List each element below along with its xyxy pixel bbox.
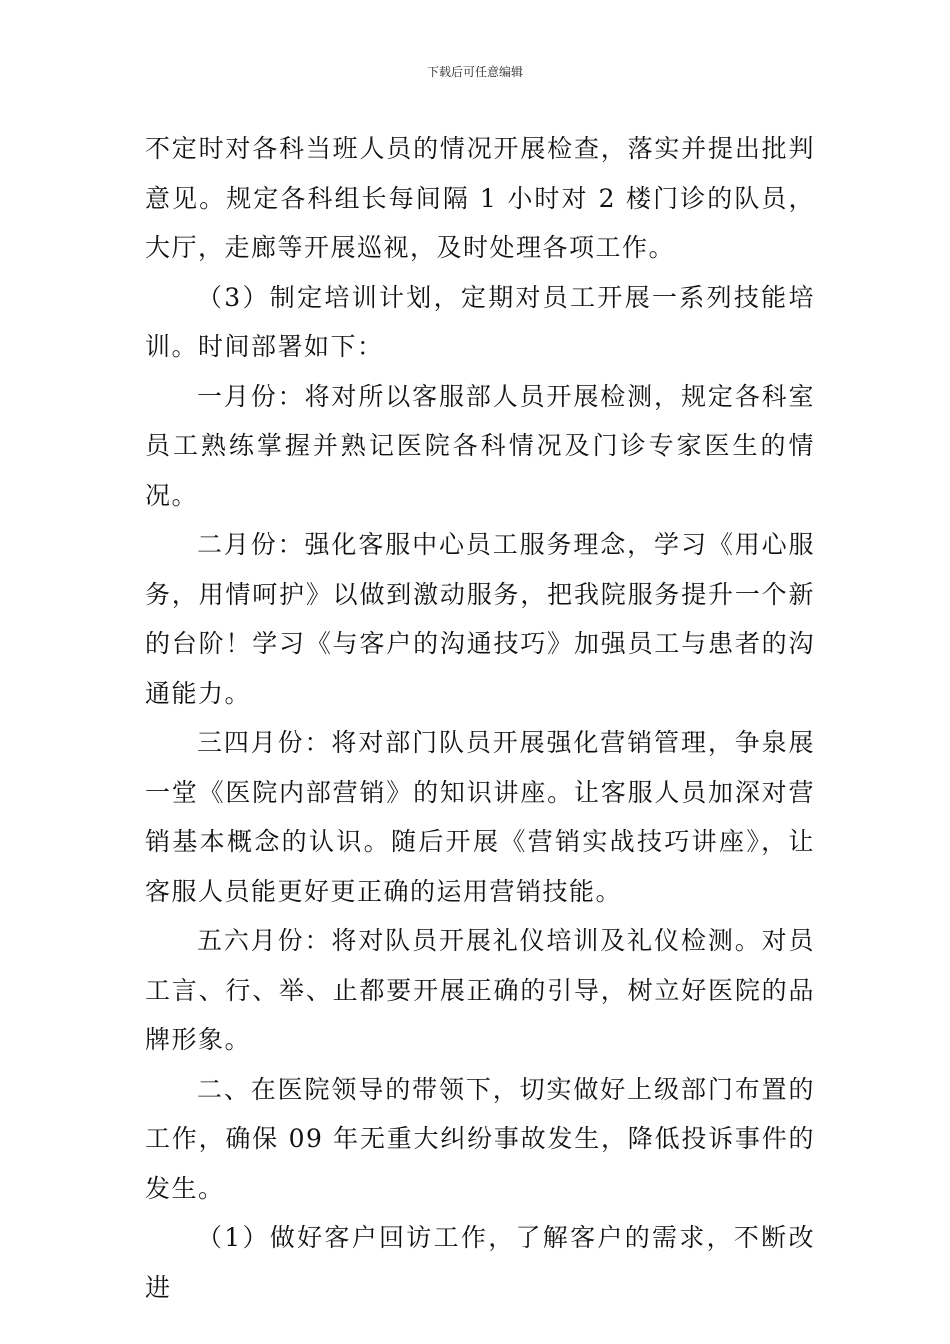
paragraph-continuation: 不定时对各科当班人员的情况开展检查，落实并提出批判意见。规定各科组长每间隔 1 小时对 2 楼门诊的队员，大厅，走廊等开展巡视，及时处理各项工作。 — [145, 134, 815, 262]
paragraph-january: 一月份：将对所以客服部人员开展检测，规定各科室员工熟练掌握并熟记医院各科情况及门诊专家医生的情况。 — [145, 381, 815, 510]
paragraph-may-june: 五六月份：将对队员开展礼仪培训及礼仪检测。对员工言、行、举、止都要开展正确的引导，树立好医院的品牌形象。 — [145, 926, 815, 1054]
paragraph-section-two: 二、在医院领导的带领下，切实做好上级部门布置的工作，确保 09 年无重大纠纷事故发生，降低投诉事件的发生。 — [145, 1074, 815, 1203]
paragraph-march-april: 三四月份：将对部门队员开展强化营销管理，争泉展一堂《医院内部营销》的知识讲座。让客服人员加深对营销基本概念的认识。随后开展《营销实战技巧讲座》，让客服人员能更好更正确的运用营销技能。 — [145, 728, 815, 906]
paragraph-february: 二月份：强化客服中心员工服务理念，学习《用心服务，用情呵护》以做到激动服务，把我院服务提升一个新的台阶！学习《与客户的沟通技巧》加强员工与患者的沟通能力。 — [145, 530, 815, 708]
document-body — [145, 124, 815, 1312]
paragraph-client-followup: （1）做好客户回访工作，了解客户的需求，不断改进 — [145, 1223, 815, 1302]
paragraph-training-plan: （3）制定培训计划，定期对员工开展一系列技能培训。时间部署如下： — [145, 282, 815, 361]
page-header: 下载后可任意编辑 — [426, 65, 523, 79]
